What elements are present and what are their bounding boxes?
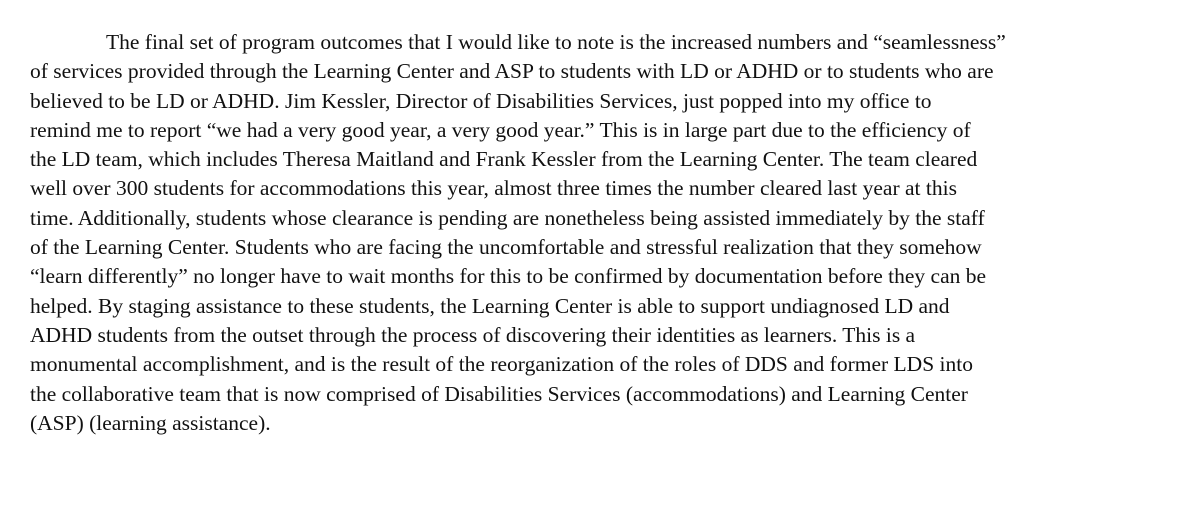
paragraph-line: believed to be LD or ADHD. Jim Kessler, Director of Disabilities Services, just popped into my office to [30,88,932,113]
body-paragraph [30,28,1180,438]
paragraph-line: remind me to report “we had a very good year, a very good year.” This is in large part due to the efficiency of [30,117,971,142]
paragraph-line: monumental accomplishment, and is the result of the reorganization of the roles of DDS and former LDS into [30,352,973,377]
paragraph-line: well over 300 students for accommodations this year, almost three times the number cleared last year at this [30,176,957,201]
paragraph-line: the LD team, which includes Theresa Maitland and Frank Kessler from the Learning Center. The team cleared [30,147,978,172]
paragraph-line: (ASP) (learning assistance). [30,410,271,435]
paragraph-line: the collaborative team that is now comprised of Disabilities Services (accommodations) and Learning Center [30,381,968,406]
paragraph-line: ADHD students from the outset through the process of discovering their identities as learners. This is a [30,322,916,347]
paragraph-line: helped. By staging assistance to these students, the Learning Center is able to support undiagnosed LD and [30,293,950,318]
paragraph-line: of services provided through the Learning Center and ASP to students with LD or ADHD or to students who are [30,59,994,84]
paragraph-line: The final set of program outcomes that I would like to note is the increased numbers and “seamlessness” [106,30,1006,54]
paragraph-line: time. Additionally, students whose clearance is pending are nonetheless being assisted immediately by the staff [30,205,985,230]
paragraph-line: of the Learning Center. Students who are facing the uncomfortable and stressful realization that they somehow [30,235,982,260]
paragraph-line: “learn differently” no longer have to wait months for this to be confirmed by documentation before they can be [30,264,987,289]
document-page [30,28,1180,438]
